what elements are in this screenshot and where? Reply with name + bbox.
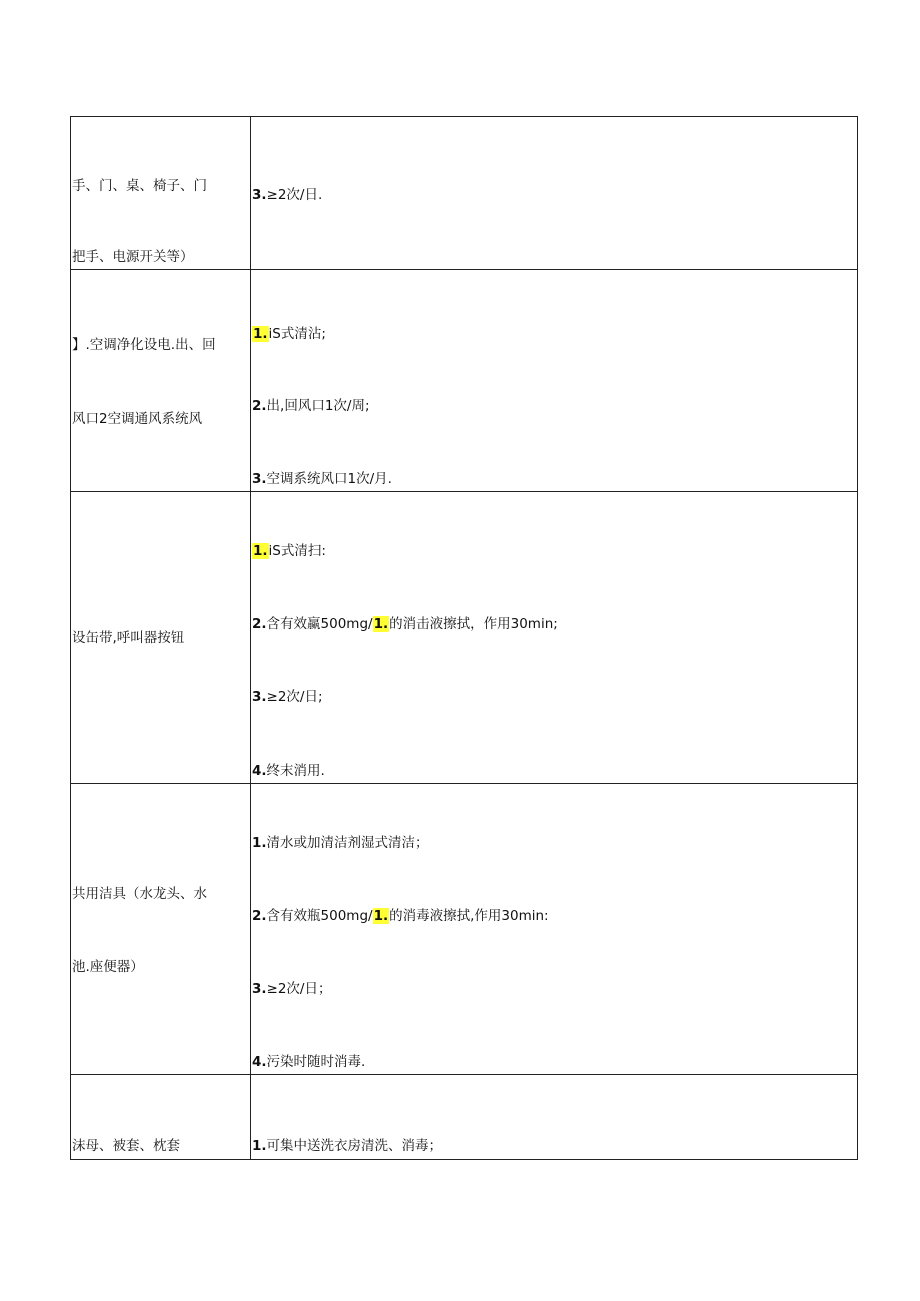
step-line: 2.含有效赢500mg/1.的消击液擦拭，作用30min; [252, 616, 558, 632]
item-line: 设缶带,呼叫器按钮 [72, 630, 185, 646]
item-line: 池.座便器） [72, 959, 144, 975]
step-line: 4.污染时随时消毒. [252, 1054, 366, 1070]
disinfection-table [70, 116, 858, 1160]
item-line: 】.空调净化设电.出、回 [72, 337, 216, 353]
steps-cell [251, 1075, 858, 1160]
item-cell [71, 1075, 251, 1160]
item-line: 共用洁具（水龙头、水 [72, 886, 207, 902]
item-cell [71, 784, 251, 1075]
item-line: 手、门、桌、椅子、门 [72, 178, 207, 194]
item-line: 把手、电源开关等） [72, 249, 194, 265]
steps-cell [251, 117, 858, 270]
step-line: 2.含有效瓶500mg/1.的消毒液擦拭,作用30min: [252, 908, 549, 924]
step-line: 3.≥2次/日. [252, 187, 323, 203]
item-line: 沫母、被套、枕套 [72, 1138, 180, 1154]
step-line: 2.出,回风口1次/周; [252, 398, 370, 414]
step-line: 3.空调系统风口1次/月. [252, 471, 392, 487]
table-row [71, 1075, 858, 1160]
item-line: 风口2空调通风系统风 [72, 411, 203, 427]
table-row [71, 270, 858, 492]
item-cell [71, 117, 251, 270]
step-line: 1.iS式清沾; [253, 326, 326, 342]
steps-cell [251, 492, 858, 784]
item-cell [71, 270, 251, 492]
step-line: 1.清水或加清洁剂湿式清洁； [252, 835, 429, 851]
step-line: 4.终末消用. [252, 763, 325, 779]
steps-cell [251, 270, 858, 492]
table-row [71, 492, 858, 784]
table-row [71, 117, 858, 270]
step-line: 3.≥2次/日; [252, 689, 323, 705]
step-line: 3.≥2次/日； [252, 981, 332, 997]
table-row [71, 784, 858, 1075]
step-line: 1.可集中送洗衣房清洗、消毒； [252, 1138, 443, 1154]
item-cell [71, 492, 251, 784]
step-line: 1.iS式清扫: [253, 543, 326, 559]
steps-cell [251, 784, 858, 1075]
